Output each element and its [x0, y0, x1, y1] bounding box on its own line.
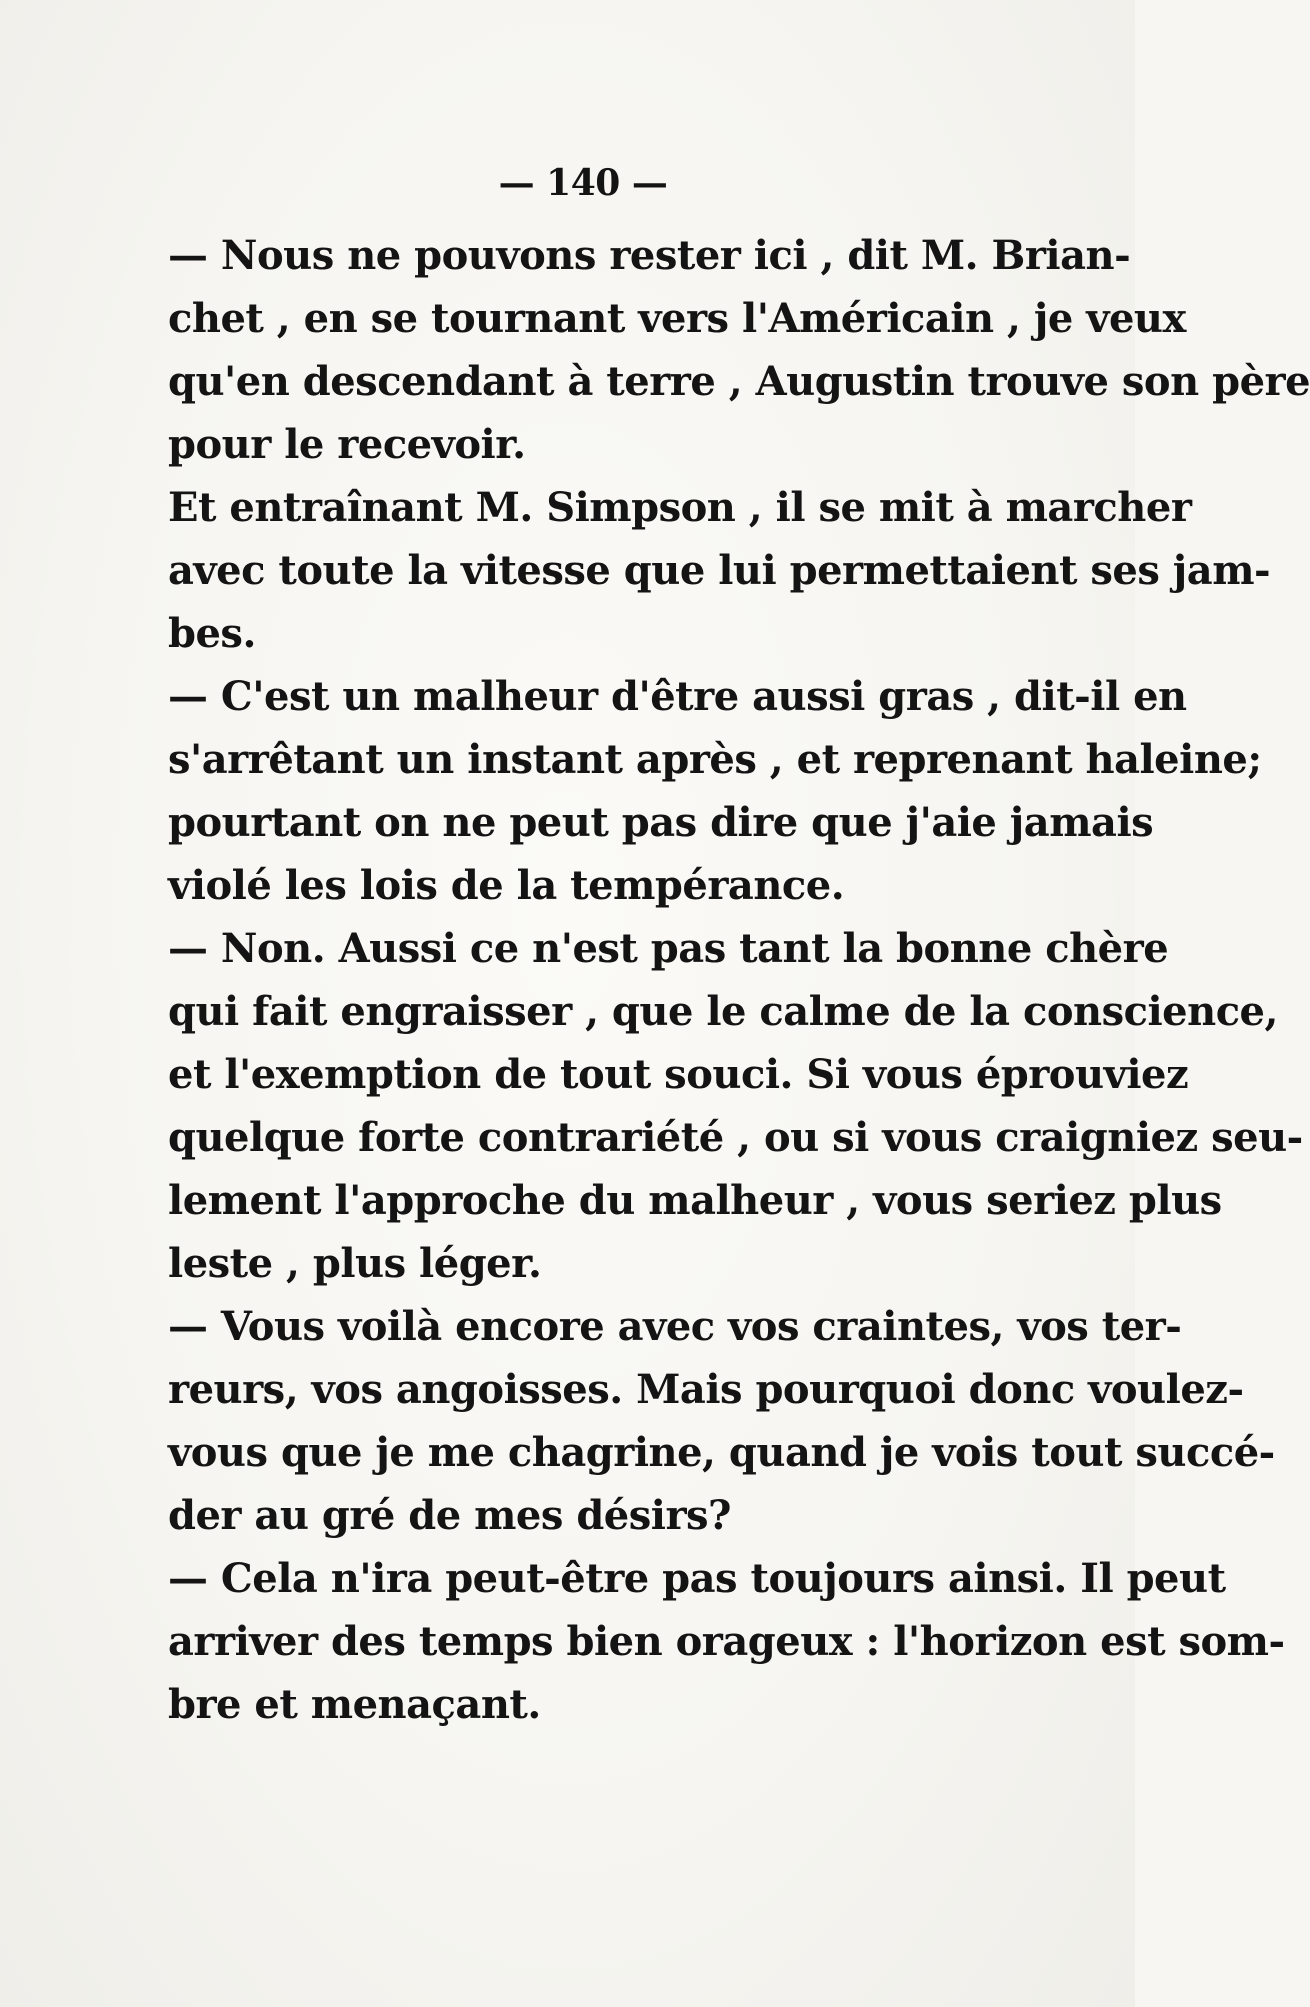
text-line: pourtant on ne peut pas dire que j'aie jamais [168, 799, 1154, 846]
text-line: leste , plus léger. [168, 1240, 542, 1287]
text-line: vous que je me chagrine, quand je vois tout succé- [168, 1429, 1275, 1476]
text-line: — C'est un malheur d'être aussi gras , dit-il en [168, 673, 1187, 720]
text-line: bes. [168, 610, 256, 657]
text-lines [168, 224, 1310, 1736]
text-line: — Cela n'ira peut-être pas toujours ainsi. Il peut [168, 1555, 1226, 1602]
page-number: — 140 — [498, 162, 668, 204]
text-line: — Vous voilà encore avec vos craintes, vos ter- [168, 1303, 1182, 1350]
text-line: avec toute la vitesse que lui permettaient ses jam- [168, 547, 1271, 594]
text-line: qui fait engraisser , que le calme de la conscience, [168, 988, 1278, 1035]
text-line: lement l'approche du malheur , vous seriez plus [168, 1177, 1222, 1224]
text-line: chet , en se tournant vers l'Américain , je veux [168, 295, 1186, 342]
text-line: reurs, vos angoisses. Mais pourquoi donc voulez- [168, 1366, 1244, 1413]
text-line: bre et menaçant. [168, 1681, 541, 1728]
text-line: s'arrêtant un instant après , et reprenant haleine; [168, 736, 1262, 783]
text-line: pour le recevoir. [168, 421, 526, 468]
text-line: quelque forte contrariété , ou si vous craigniez seu- [168, 1114, 1303, 1161]
text-line: arriver des temps bien orageux : l'horizon est som- [168, 1618, 1285, 1665]
text-line: Et entraînant M. Simpson , il se mit à marcher [168, 484, 1192, 531]
text-line: — Non. Aussi ce n'est pas tant la bonne chère [168, 925, 1169, 972]
page-text-block [168, 150, 1310, 1736]
text-line: qu'en descendant à terre , Augustin trouve son père [168, 358, 1310, 405]
text-line: — Nous ne pouvons rester ici , dit M. Brian- [168, 232, 1131, 279]
text-line: der au gré de mes désirs? [168, 1492, 731, 1539]
text-line: et l'exemption de tout souci. Si vous éprouviez [168, 1051, 1189, 1098]
text-line: violé les lois de la tempérance. [168, 862, 845, 909]
